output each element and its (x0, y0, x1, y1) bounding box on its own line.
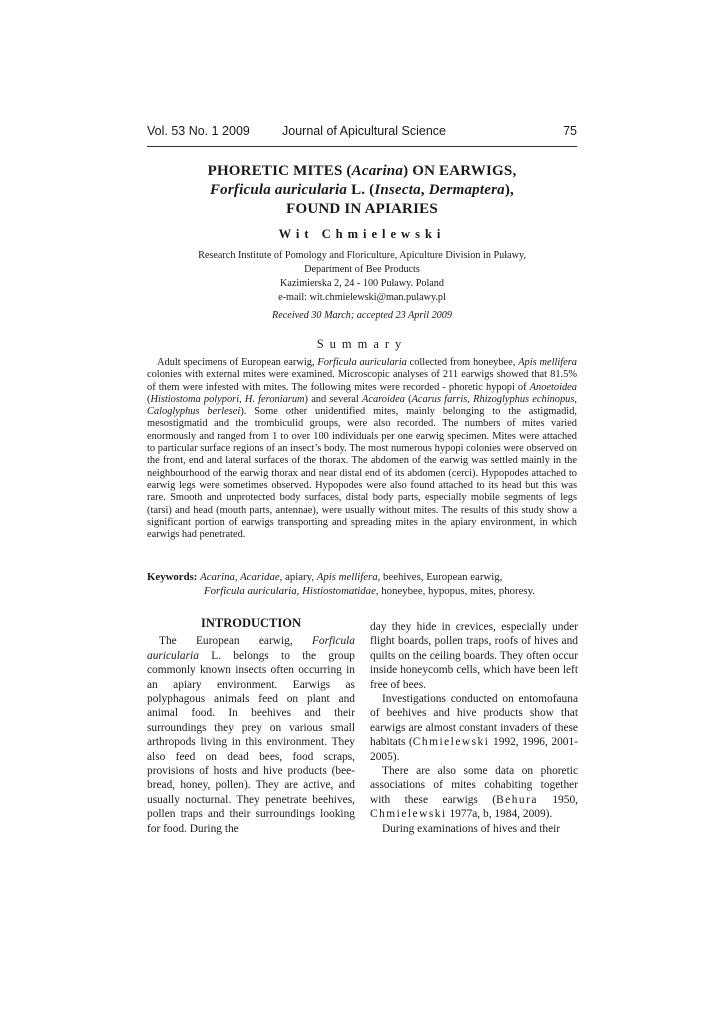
intro-left-column: INTRODUCTION The European earwig, Forficula auricularia L. belongs to the group commonly known insects often occurring in an apiary environment. Earwigs as polyphagous animals feed on plant and animal food. In beehives and their surroundings they prey on various small arthropods living in this environment. They also feed on dead bees, food scraps, provisions of hosts and hive products (bee-bread, honey, pollen). They are active, and usually nocturnal. They penetrate beehives, pollen traps and their surroundings looking for food. During the (147, 616, 355, 835)
affiliation: Research Institute of Pomology and Floriculture, Apiculture Division in Puławy, Department of Bee Products Kazimierska 2, 24 - 100 Puławy. Poland e-mail: wit.chmielewski@man.pulawy.pl (147, 249, 577, 305)
received-dates: Received 30 March; accepted 23 April 2009 (272, 310, 452, 321)
running-header (147, 124, 577, 146)
keywords-label: Keywords: (147, 571, 198, 583)
author-name: Wit Chmielewski (278, 227, 446, 241)
abstract: Adult specimens of European earwig, Forficula auricularia collected from honeybee, Apis mellifera colonies with external mites were examined. Microscopic analyses of 211 earwigs showed that 81.5% of them were infested with mites. The following mites were recorded - phoretic hypopi of Anoetoidea (Histiostoma polypori, H. feroniarum) and several Acaroidea (Acarus farris, Rhizoglyphus echinopus, Caloglyphus berlesei). Some other unidentified mites, mainly belonging to the astigmadid, mesostigmatid and the trombiculid groups, were also recorded. The numbers of mites varied enormously and ranged from 1 to over 100 individuals per one earwig specimen. Mites were attached to particular surface regions of an insect’s body. The most numerous hypopi colonies were observed on the front, end and lateral surfaces of the thorax. The abdomen of the earwig was settled mainly in the neighbourhood of the earwig thorax and near distal end of its abdomen (cerci). Hypopodes attached to earwig legs were sometimes observed. Hypopodes were also found attached to its head but this was rare. Smooth and unprotected body surfaces, distal body parts, especially mobile segments of legs (tarsi) and head (mouth parts, antennae), were usually without mites. The results of this study show a significant portion of earwigs transporting and spreading mites in the apiary environment, in which earwigs had penetrated. (147, 357, 578, 541)
header-rule (147, 146, 577, 147)
author-email: e-mail: wit.chmielewski@man.pulawy.pl (278, 292, 446, 303)
paper-title: PHORETIC MITES (Acarina) ON EARWIGS, Forficula auricularia L. (Insecta, Dermaptera), FOUND IN APIARIES (207, 163, 517, 217)
page-number: 75 (563, 124, 577, 138)
summary-heading: Summary (316, 337, 408, 351)
intro-right-column: day they hide in crevices, especially under flight boards, pollen traps, roofs of hives and quilts on the ceiling boards. They often occur inside honeycomb cells, which have been left free of bees. Investigations conducted on entomofauna of beehives and hive products show that earwigs are almost constant invaders of these habitats (Chmielewski 1992, 1996, 2001-2005). There are also some data on phoretic associations of mites cohabiting together with these earwigs (Behura 1950, Chmielewski 1977a, b, 1984, 2009). During examinations of hives and their (370, 621, 578, 835)
section-heading-introduction: INTRODUCTION (200, 616, 301, 630)
volume-info: Vol. 53 No. 1 2009 (147, 124, 250, 138)
journal-name: Journal of Apicultural Science (282, 124, 446, 138)
keywords: Keywords: Acarina, Acaridae, apiary, Apis mellifera, beehives, European earwig, Forficula auricularia, Histiostomatidae, honeybee, hypopus, mites, phoresy. (147, 571, 535, 597)
